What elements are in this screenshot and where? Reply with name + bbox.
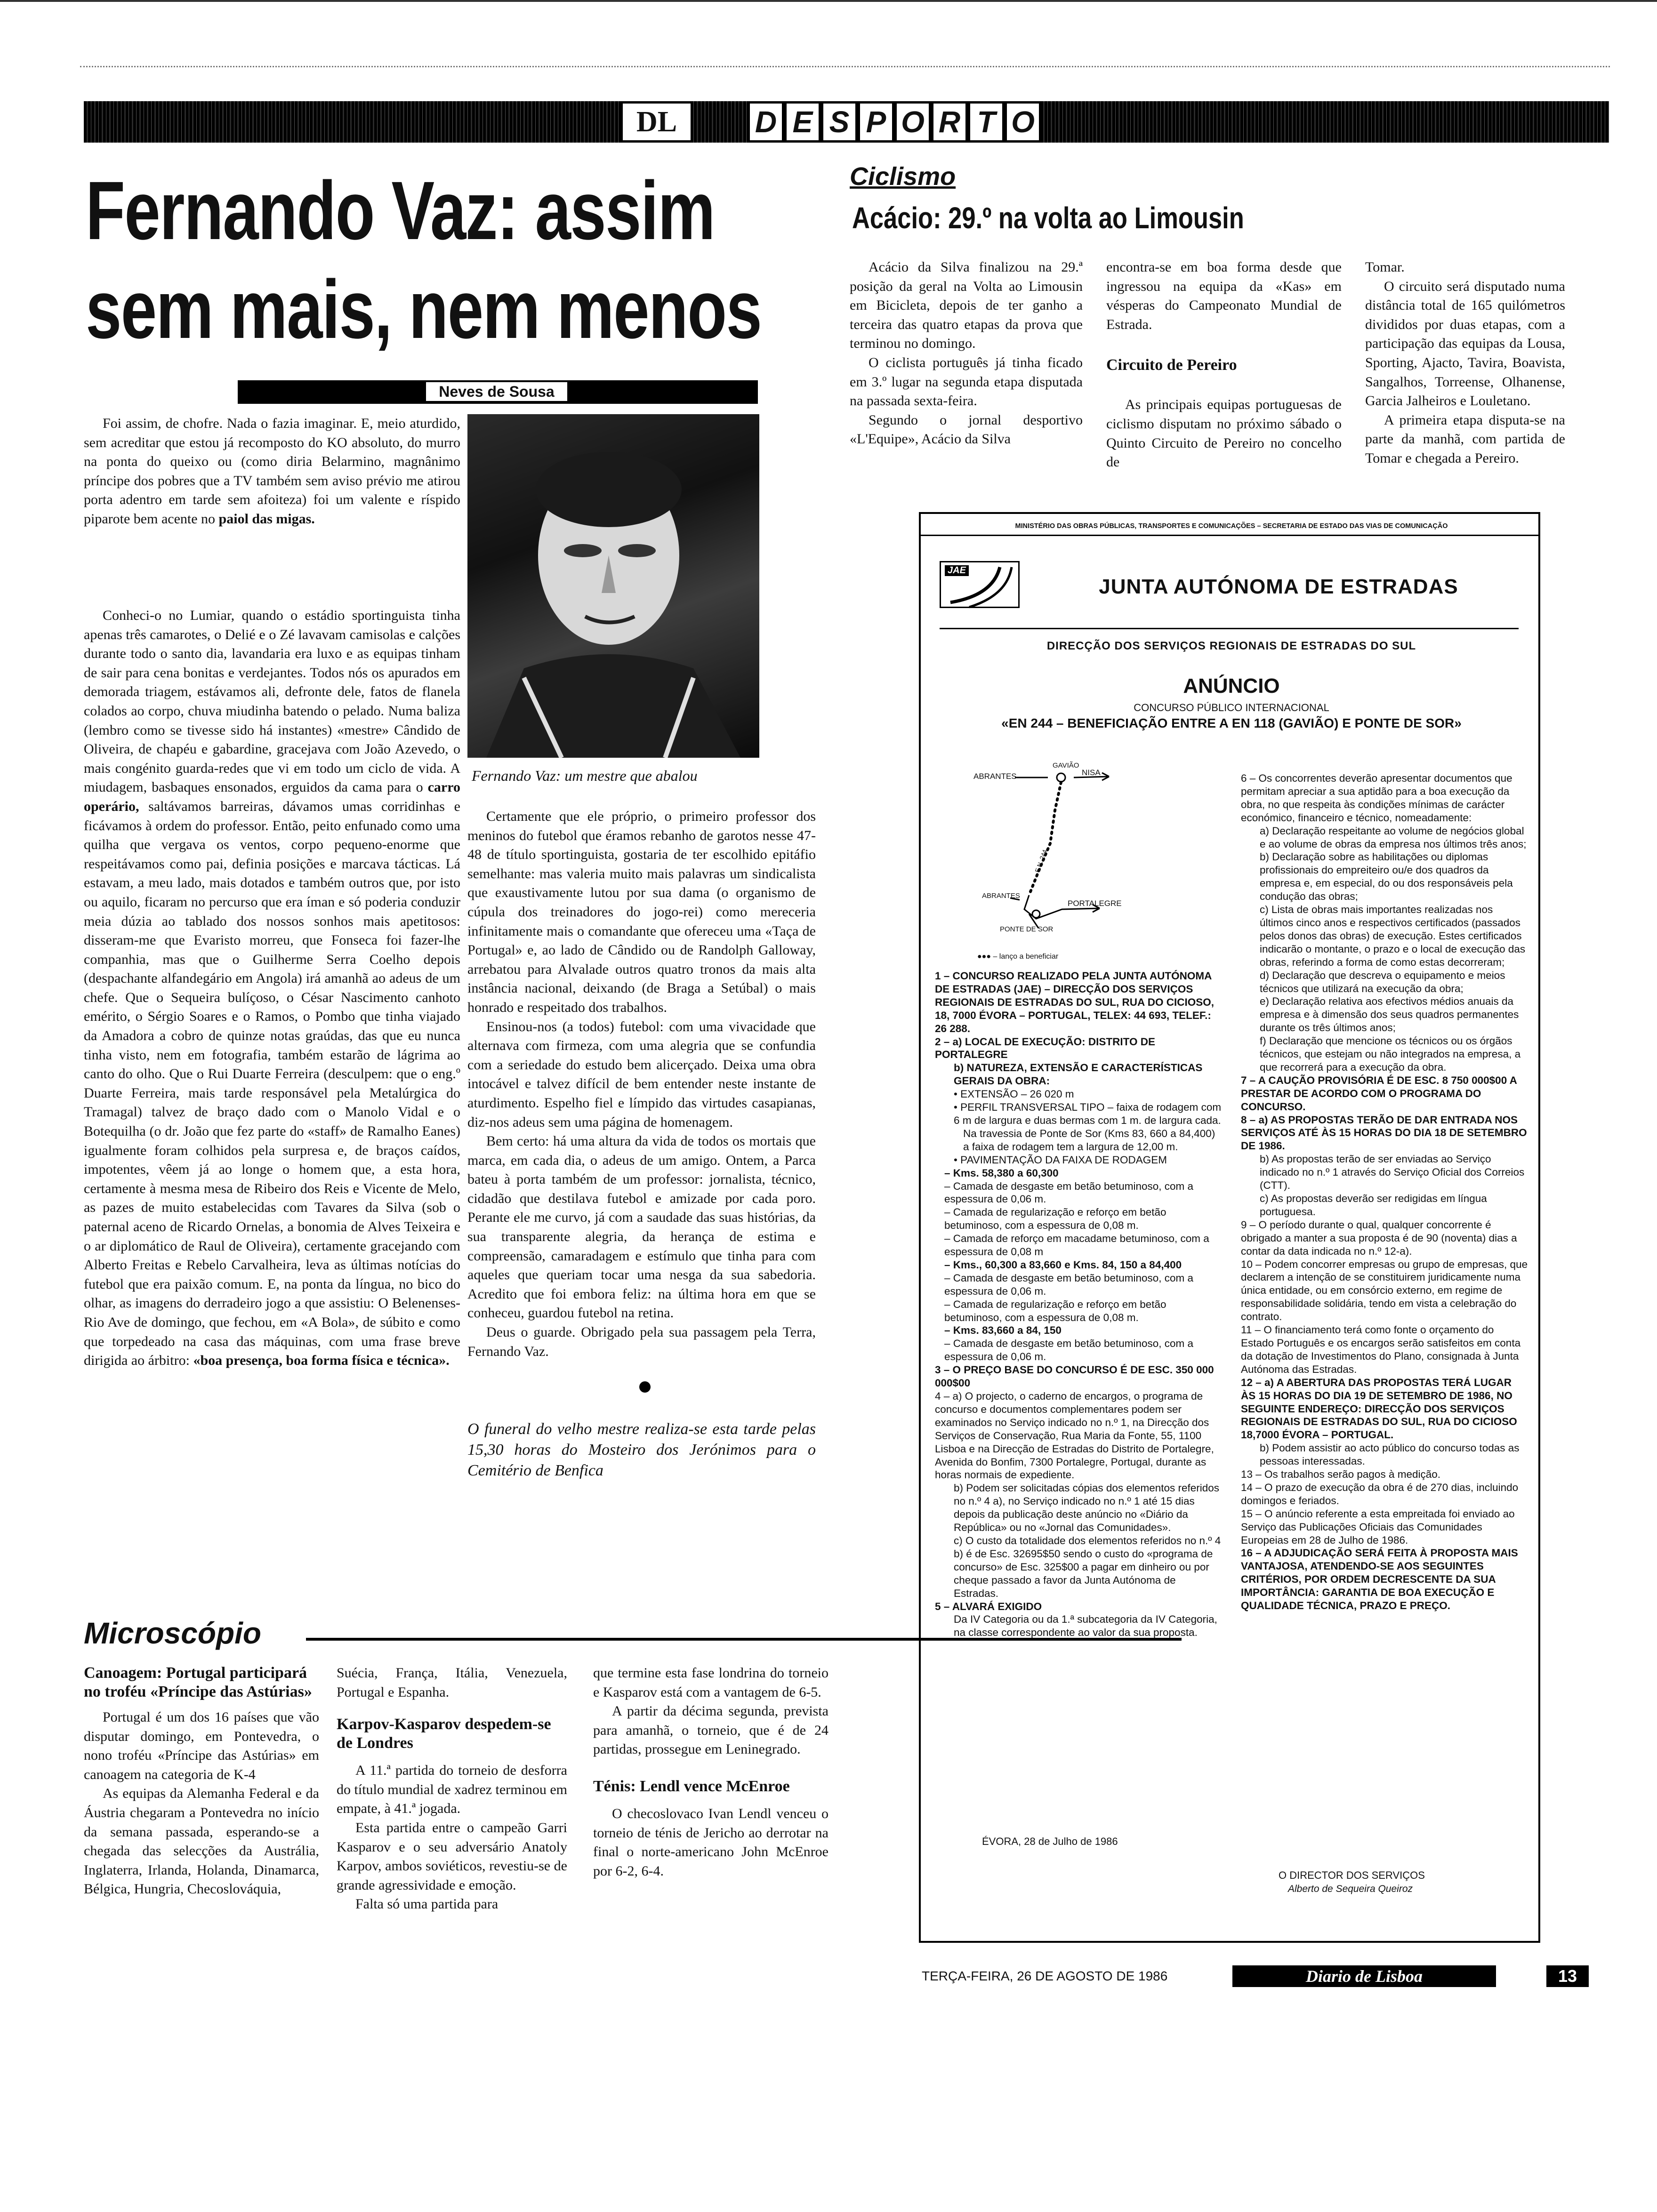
- portrait-photo: [467, 414, 759, 758]
- paragraph: O checoslovaco Ivan Lendl venceu o torneio de ténis de Jericho ao derrotar na final o norte-americano John McEnroe por 6-2, 6-4.: [593, 1805, 828, 1879]
- paragraph: que termine esta fase londrina do torneio e Kasparov está com a vantagem de 6-5.: [593, 1665, 828, 1700]
- paragraph: Falta só uma partida para: [355, 1896, 499, 1912]
- ad-item: b) Podem ser solicitadas cópias dos elementos referidos no n.º 4 a), no Serviço indicado no n.º 1 até 15 dias depois da publicação deste anúncio no «Diário da República» ou no «Jornal das Comunidades».: [954, 1482, 1220, 1534]
- byline: Neves de Sousa: [426, 382, 567, 401]
- ad-signer-title: O DIRECTOR DOS SERVIÇOS: [1279, 1869, 1425, 1881]
- section-letter: S: [821, 101, 858, 143]
- map-label-portalegre: PORTALEGRE: [1068, 899, 1122, 908]
- section-letter: P: [858, 101, 894, 143]
- ad-item: 1 – CONCURSO REALIZADO PELA JUNTA AUTÓNOMA DE ESTRADAS (JAE) – DIRECÇÃO DOS SERVIÇOS REGIONAIS DE ESTRADAS DO SUL, RUA DO CICIOSO, 18, 7000 ÉVORA – PORTUGAL, TELEX: 44 693, TELEF.: 26 288.: [935, 970, 1214, 1034]
- map-label-abrantes-bottom: ABRANTES: [982, 892, 1020, 900]
- ad-ministry: MINISTÉRIO DAS OBRAS PÚBLICAS, TRANSPORTES E COMUNICAÇÕES – SECRETARIA DE ESTADO DAS VIAS DE COMUNICAÇÃO: [1015, 522, 1448, 530]
- photo-caption: Fernando Vaz: um mestre que abalou: [472, 767, 698, 784]
- paragraph: A primeira etapa disputa-se na parte da manhã, com partida de Tomar e chegada a Pereiro.: [1365, 412, 1565, 466]
- ad-subject: «EN 244 – BENEFICIAÇÃO ENTRE A EN 118 (GAVIÃO) E PONTE DE SOR»: [1001, 716, 1462, 730]
- paragraph: Ensinou-nos (a todos) futebol: com uma vivacidade que alternava com firmeza, com uma alegria que se confundia com a seriedade do estudo bem alicerçado. Deixa uma obra intocável e talvez difícil de bem entender neste instante de aturdimento. Espelho fiel e límpido das virtudes casapianas, diz-nos adeus sem uma página de homenagem.: [467, 1018, 816, 1130]
- ad-item: 14 – O prazo de execução da obra é de 270 dias, incluindo domingos e feriados.: [1241, 1481, 1519, 1507]
- ad-item: – Camada de desgaste em betão betuminoso, com a espessura de 0,06 m.: [944, 1180, 1194, 1205]
- ad-item: 11 – O financiamento terá como fonte o orçamento do Estado Português e os encargos serão satisfeitos em conta da dotação de Investimentos do Plano, consignada à Junta Autónoma das Estradas.: [1241, 1324, 1521, 1375]
- ciclismo-kicker: Ciclismo: [850, 162, 956, 191]
- canoagem-headline: Canoagem: Portugal participará no troféu «Príncipe das Astúrias»: [84, 1664, 312, 1700]
- ad-date-place: ÉVORA, 28 de Julho de 1986: [982, 1835, 1118, 1847]
- paragraph: O circuito será disputado numa distância total de 165 quilómetros divididos por duas etapas, com a participação das equipas da Lousa, Sporting, Ajacto, Tavira, Boavista, Sangalhos, Torreense, Olhanense, Garcia Jalheiros e Louletano.: [1365, 278, 1565, 409]
- paragraph: A partir da décima segunda, prevista para amanhã, o torneio, que é de 24 partidas, prossegue em Leninegrado.: [593, 1703, 828, 1757]
- section-banner: [84, 101, 1609, 143]
- paragraph: Segundo o jornal desportivo «L'Equipe», Acácio da Silva: [850, 412, 1083, 447]
- microscopio-col3: [593, 1664, 828, 1881]
- ad-item: – Kms. 83,660 a 84, 150: [944, 1324, 1062, 1337]
- microscopio-col1: [84, 1664, 319, 1899]
- section-letter: E: [784, 101, 821, 143]
- ad-item: Da IV Categoria ou da 1.ª subcategoria da IV Categoria, na classe correspondente ao valor da sua proposta.: [954, 1613, 1217, 1639]
- paragraph: Deus o guarde. Obrigado pela sua passagem pela Terra, Fernando Vaz.: [467, 1324, 816, 1359]
- ad-anuncio: ANÚNCIO: [1183, 674, 1280, 697]
- ad-item: – Camada de desgaste em betão betuminoso, com a espessura de 0,06 m.: [944, 1272, 1194, 1297]
- paragraph: O ciclista português já tinha ficado em 3.º lugar na segunda etapa disputada na passada sexta-feira.: [850, 354, 1083, 409]
- ad-item: 16 – A ADJUDICAÇÃO SERÁ FEITA À PROPOSTA MAIS VANTAJOSA, ATENDENDO-SE AOS SEGUINTES CRITÉRIOS, POR ORDEM DECRESCENTE DA SUA IMPORTÂNCIA: GARANTIA DE BOA EXECUÇÃO E QUALIDADE TÉCNICA, PRAZO E PREÇO.: [1241, 1547, 1518, 1612]
- ad-item: – Camada de desgaste em betão betuminoso, com a espessura de 0,06 m.: [944, 1338, 1194, 1363]
- ad-item: b) Declaração sobre as habilitações ou diplomas profissionais do empreiteiro ou/e dos quadros da empresa e, em especial, do ou dos responsáveis pela condução das obras;: [1260, 851, 1513, 903]
- section-letter: T: [968, 101, 1005, 143]
- paragraph: Foi assim, de chofre. Nada o fazia imaginar. E, meio aturdido, sem acreditar que estou já recomposto do KO absoluto, do murro na ponta do queixo ou (como diria Belarmino, magnânimo príncipe dos pobres que a TV também sem aviso prévio me atirou porta adentro em tarde sem afoiteza) foi um valente e ríspido piparote bem acente no paiol das migas.: [84, 416, 460, 527]
- jae-logo-text: JAE: [945, 565, 969, 576]
- paragraph: Suécia, França, Itália, Venezuela, Portugal e Espanha.: [337, 1665, 567, 1700]
- ad-item: – Camada de reforço em macadame betuminoso, com a espessura de 0,08 m: [944, 1233, 1209, 1258]
- portrait-figure: [467, 414, 759, 758]
- ad-item: b) NATUREZA, EXTENSÃO E CARACTERÍSTICAS GERAIS DA OBRA:: [954, 1062, 1203, 1087]
- ad-right-items: [1241, 772, 1528, 1612]
- jae-advertisement: [919, 512, 1540, 1943]
- funeral-note: O funeral do velho mestre realiza-se esta tarde pelas 15,30 horas do Mosteiro dos Jerónimos para o Cemitério de Benfica: [467, 1420, 816, 1479]
- paragraph: Certamente que ele próprio, o primeiro professor dos meninos do futebol que éramos rebanho de garotos nesse 47-48 de título sportinguista, gostaria de ter escolhido epitáfio semelhante: mas valeria muito mais palavras um sindicalista que exaustivamente lutou por sua dama (o organismo de cúpula dos treinadores do jogo-rei) como mereceria infinitamente mais o comandante que ofereceu uma «Taça de Portugal» e, ao lado de Cândido ou de Randolph Galloway, arrebatou para Alvalade outros quatro tronos da mais alta instância nacional, deixando (de Braga a Setúbal) o mais honrado e respeitado dos trabalhos.: [467, 809, 816, 1015]
- ad-signer-name: Alberto de Sequeira Queiroz: [1288, 1883, 1413, 1894]
- ad-item: 15 – O anúncio referente a esta empreitada foi enviado ao Serviço das Publicações Oficiais das Comunidades Europeias em 28 de Julho de 1986.: [1241, 1507, 1515, 1546]
- microscopio-col2: [337, 1664, 567, 1914]
- page-number: 13: [1546, 1965, 1589, 1987]
- ad-item: 2 – a) LOCAL DE EXECUÇÃO: DISTRITO DE PORTALEGRE: [935, 1035, 1155, 1061]
- paragraph: A 11.ª partida do torneio de desforra do título mundial de xadrez terminou em empate, à 41.ª jogada.: [337, 1763, 567, 1817]
- paragraph: Bem certo: há uma altura da vida de todos os mortais que marca, em cada dia, o adeus de um amigo. Ontem, a Parca bateu à porta também de um professor: jornalista, técnico, cidadão que destilava futebol e amizade por cada poro. Perante ele me curvo, já com a saudade das suas histórias, da sua transparente alegria, da herança de estima e compreensão, camaradagem e estímulo que tinha para com aqueles que queriam tocar uma nesga da sua sabedoria. Acredito que foi embora feliz: na última hora em que se conheceu, guardou futebol na retina.: [467, 1133, 816, 1321]
- ad-org-rule: [940, 628, 1519, 629]
- ad-item: c) Lista de obras mais importantes realizadas nos últimos cinco anos e respectivos certificados (passados pelos donos das obras) de execução. Estes certificados indicarão o montante, o prazo e o local de execução das obras, referindo a forma de como estas decorreram;: [1260, 904, 1526, 968]
- paragraph: Acácio da Silva finalizou na 29.ª posição da geral na Volta ao Limousin em Bicicleta, depois de ter ganho a terceira das quatro etapas da prova que terminou no domingo.: [850, 259, 1083, 352]
- section-letter: O: [894, 101, 931, 143]
- main-article-col1: [84, 606, 460, 1613]
- ad-item: c) O custo da totalidade dos elementos referidos no n.º 4 b) é de Esc. 32695$50 sendo o custo do «programa de concurso» de Esc. 325$00 a pagar em dinheiro ou por cheque passado a favor da Junta Autónoma de Estradas.: [954, 1534, 1221, 1599]
- ad-item: d) Declaração que descreva o equipamento e meios técnicos que utilizará na execução da obra;: [1260, 969, 1505, 994]
- ciclismo-subhead: Circuito de Pereiro: [1106, 356, 1237, 374]
- ad-item: b) As propostas terão de ser enviadas ao Serviço indicado no n.º 1 através do Serviço Oficial dos Correios (CTT).: [1260, 1153, 1525, 1192]
- ad-org-name: JUNTA AUTÓNOMA DE ESTRADAS: [1099, 575, 1458, 598]
- ad-item: • PAVIMENTAÇÃO DA FAIXA DE RODAGEM: [954, 1154, 1167, 1166]
- microscopio-title: Microscópio: [84, 1616, 261, 1650]
- ciclismo-headline: Acácio: 29.º na volta ao Limousin: [852, 201, 1244, 235]
- ad-item: Na travessia de Ponte de Sor (Kms 83, 660 a 84,400) a faixa de rodagem tem a largura de 12,00 m.: [963, 1127, 1215, 1153]
- location-map: [958, 759, 1203, 970]
- map-legend: ●●● – lanço a beneficiar: [977, 953, 1059, 961]
- ciclismo-col2: [1106, 258, 1342, 472]
- ad-item: – Camada de regularização e reforço em betão betuminoso, com a espessura de 0,08 m.: [944, 1298, 1166, 1323]
- paper-logo: DL: [620, 101, 693, 143]
- ad-item: • EXTENSÃO – 26 020 m: [954, 1088, 1074, 1100]
- ad-item: – Camada de regularização e reforço em betão betuminoso, com a espessura de 0,08 m.: [944, 1206, 1166, 1232]
- main-headline-line1: Fernando Vaz: assim: [86, 165, 715, 257]
- ad-item: a) Declaração respeitante ao volume de negócios global e ao volume de obras da empresa nos últimos três anos;: [1260, 825, 1527, 850]
- ciclismo-col1: [850, 258, 1083, 449]
- section-letter: R: [931, 101, 968, 143]
- paragraph: Conheci-o no Lumiar, quando o estádio sportinguista tinha apenas três camarotes, o Delié e o Zé lavavam camisolas e calções durante todo o santo dia, lavandaria era luxo e as equipas tinham de sair para cena bonitas e verdejantes. Todos nós os apurados em demorada triagem, estávamos ali, defronte dele, fatos de flanela colados ao corpo, chuva miudinha batendo o pelado. Numa baliza (lembro como se tivesse sido há instantes) «mestre» Cândido de Oliveira, de chapéu e gabardine, gracejava com João Azevedo, o mais congénito guarda-redes que vi em todo um ciclo de vida. A miudagem, basbaques ensonados, erguidos da cama para o carro operário, saltávamos barreiras, dávamos umas corridinhas e ficávamos à ordem do professor. Então, peito enfunado como uma quilha que vergava os ventos, corpo pequeno-enorme que respeitávamos como pai, definia posições e marcava tácticas. Lá estavam, a meu lado, mais dotados e também outros que, por isto ou aquilo, ficaram no percurso que era íman e só poderia conduzir meia dúzia ao tablado dos nossos sonhos mais apetitosos: disseram-me que Evaristo morreu, que Fonseca foi fazer-lhe companhia, mas que o Guilherme Serra Coelho depois (despachante alfandegário em Angola) irá amanhã ao adeus de um chefe. Que o Sequeira bulíçoso, o César Nascimento canhoto emérito, o Sérgio Soares e o Ramos, o Pombo que tinha viajado da Amadora a cobro de quinze notas graúdas, das que eu nunca tinha visto, nem em fotografia, também estarão de lágrima ao canto do olho. Que o Rui Duarte Ferreira (desculpem: que o eng.º Duarte Ferreira, mais tarde responsável pela Metalúrgica do Tramagal) talvez de braço dado com o Manolo Vidal e o Botequilha (o dr. João que fez parte do «staff» de Ramalho Eanes) igualmente foram colhidos pela surpresa e, de braços caídos, impotentes, vêem já ao longe o homem que, a esta hora, certamente à mesma mesa de Ribeiro dos Reis e Vicente de Melo, as pazes de muito estabelecidas com Tavares da Silva (sob o paternal aceno de Ricardo Ornelas, a bonomia de Alves Teixeira e o ar diplomático de Raul de Oliveira), certamente gracejando com Alberto Freitas e Rebelo Carvalheira, leva as últimas notícias do futebol que era paixão comum. E, na ponta da língua, no bico do olhar, as imagens do derradeiro jogo a que assistiu: O Belenenses-Rio Ave de domingo, que fechou, em «A Bola», de súbito e como que torpedeado na casa das máquinas, com uma frase breve dirigida ao árbitro: «boa presença, boa forma física e técnica».: [84, 608, 460, 1369]
- main-article-col2: [467, 807, 816, 1361]
- ad-direccao: DIRECÇÃO DOS SERVIÇOS REGIONAIS DE ESTRADAS DO SUL: [1046, 640, 1416, 652]
- ad-item: 3 – O PREÇO BASE DO CONCURSO É DE ESC. 350 000 000$00: [935, 1364, 1214, 1389]
- ad-item: 10 – Podem concorrer empresas ou grupo de empresas, que declarem a intenção de se constituirem juridicamente numa única entidade, ou em consórcio externo, em regime de responsabilidade solidária, tendo em vista a celebração do contrato.: [1241, 1258, 1528, 1323]
- ad-item: 4 – a) O projecto, o caderno de encargos, o programa de concurso e documentos complementares podem ser examinados no Serviço indicado no n.º 1, na Direcção dos Serviços de Conservação, Rua Maria da Fonte, 55, 1100 Lisboa e na Direcção de Estradas do Distrito de Portalegre, Avenida do Bonfim, 7300 Portalegre, Portugal, durante as horas normais de expediente.: [935, 1390, 1214, 1481]
- footer-date: TERÇA-FEIRA, 26 DE AGOSTO DE 1986: [922, 1969, 1168, 1983]
- ad-item: – Kms., 60,300 a 83,660 e Kms. 84, 150 a 84,400: [944, 1258, 1182, 1271]
- ad-item: 13 – Os trabalhos serão pagos à medição.: [1241, 1468, 1441, 1481]
- top-border: [0, 0, 1657, 2]
- paragraph: As principais equipas portuguesas de ciclismo disputam no próximo sábado o Quinto Circuito de Pereiro no concelho de: [1106, 397, 1342, 470]
- paragraph: Esta partida entre o campeão Garri Kasparov e o seu adversário Anatoly Karpov, ambos soviéticos, revestiu-se de grande agressividade e emoção.: [337, 1819, 567, 1893]
- map-label-nisa: NISA: [1082, 768, 1101, 777]
- paragraph: As equipas da Alemanha Federal e da Áustria chegaram a Pontevedra no início da semana passada, esperando-se a chegada das selecções da Austrália, Inglaterra, Irlanda, Holanda, Dinamarca, Bélgica, Hungria, Checoslováquia,: [84, 1786, 319, 1897]
- route-map-drawing: [958, 759, 1203, 970]
- ad-item: 5 – ALVARÁ EXIGIDO: [935, 1600, 1042, 1612]
- ciclismo-col3: [1365, 258, 1565, 468]
- ad-item: 8 – a) AS PROPOSTAS TERÃO DE DAR ENTRADA NOS SERVIÇOS ATÉ ÀS 15 HORAS DO DIA 18 DE SETEMBRO DE 1986.: [1241, 1114, 1527, 1152]
- paragraph: encontra-se em boa forma desde que ingressou na equipa da «Kas» em vésperas do Campeonato Mundial de Estrada.: [1106, 259, 1342, 332]
- main-headline-line2: sem mais, nem menos: [86, 264, 762, 356]
- ad-concurso: CONCURSO PÚBLICO INTERNACIONAL: [1134, 702, 1329, 713]
- map-label-abrantes-top: ABRANTES: [973, 772, 1017, 781]
- section-letter: O: [1005, 101, 1041, 143]
- section-letter: D: [748, 101, 784, 143]
- ad-item: 12 – a) A ABERTURA DAS PROPOSTAS TERÁ LUGAR ÀS 15 HORAS DO DIA 19 DE SETEMBRO DE 1986, NO SEGUINTE ENDEREÇO: DIRECÇÃO DOS SERVIÇOS REGIONAIS DE ESTRADAS DO SUL, RUA DO CICIOSO 18,7000 ÉVORA – PORTUGAL.: [1241, 1376, 1517, 1441]
- scan-noise-top: [80, 66, 1610, 72]
- ad-item: b) Podem assistir ao acto público do concurso todas as pessoas interessadas.: [1260, 1442, 1520, 1467]
- map-label-ponte-de-sor: PONTE DE SOR: [1000, 925, 1054, 933]
- ad-left-items: [935, 970, 1222, 1639]
- paragraph: Tomar.: [1365, 259, 1405, 275]
- ad-item: • PERFIL TRANSVERSAL TIPO – faixa de rodagem com 6 m de largura e duas bermas com 1 m. de largura cada.: [954, 1101, 1222, 1126]
- ad-item: 9 – O período durante o qual, qualquer concorrente é obrigado a manter a sua proposta é de 90 (noventa) dias a contar da data indicada no n.º 12-a).: [1241, 1218, 1517, 1257]
- footer-paper-name: Diario de Lisboa: [1232, 1965, 1496, 1987]
- ad-header-rule: [921, 535, 1538, 536]
- main-article-col1-top: [84, 414, 460, 529]
- map-label-road: E.N. 244: [1033, 849, 1048, 874]
- end-bullet: [639, 1381, 651, 1393]
- paragraph: Portugal é um dos 16 países que vão disputar domingo, em Pontevedra, o nono troféu «Príncipe das Astúrias» em canoagem na categoria de K-4: [84, 1709, 319, 1782]
- karpov-headline: Karpov-Kasparov despedem-se de Londres: [337, 1715, 551, 1752]
- ad-item: e) Declaração relativa aos efectivos médios anuais da empresa e à dimensão dos seus quadros permanentes durante os três últimos anos;: [1260, 995, 1519, 1034]
- ad-item: 7 – A CAUÇÃO PROVISÓRIA É DE ESC. 8 750 000$00 A PRESTAR DE ACORDO COM O PROGRAMA DO CONCURSO.: [1241, 1074, 1517, 1113]
- tenis-headline: Ténis: Lendl vence McEnroe: [593, 1777, 790, 1795]
- ad-item: – Kms. 58,380 a 60,300: [944, 1167, 1059, 1179]
- jae-logo-box: [940, 561, 1020, 608]
- map-label-gaviao: GAVIÃO: [1053, 761, 1079, 769]
- ad-item: 6 – Os concorrentes deverão apresentar documentos que permitam apreciar a sua aptidão para a boa execução da obra, no que respeita às condições mínimas de carácter económico, financeiro e técnico, nomeadamente:: [1241, 772, 1512, 824]
- ad-item: f) Declaração que mencione os técnicos ou os órgãos técnicos, que estejam ou não integrados na empresa, a que recorrerá para a execução da obra.: [1260, 1035, 1521, 1073]
- ad-item: c) As propostas deverão ser redigidas em língua portuguesa.: [1260, 1193, 1487, 1218]
